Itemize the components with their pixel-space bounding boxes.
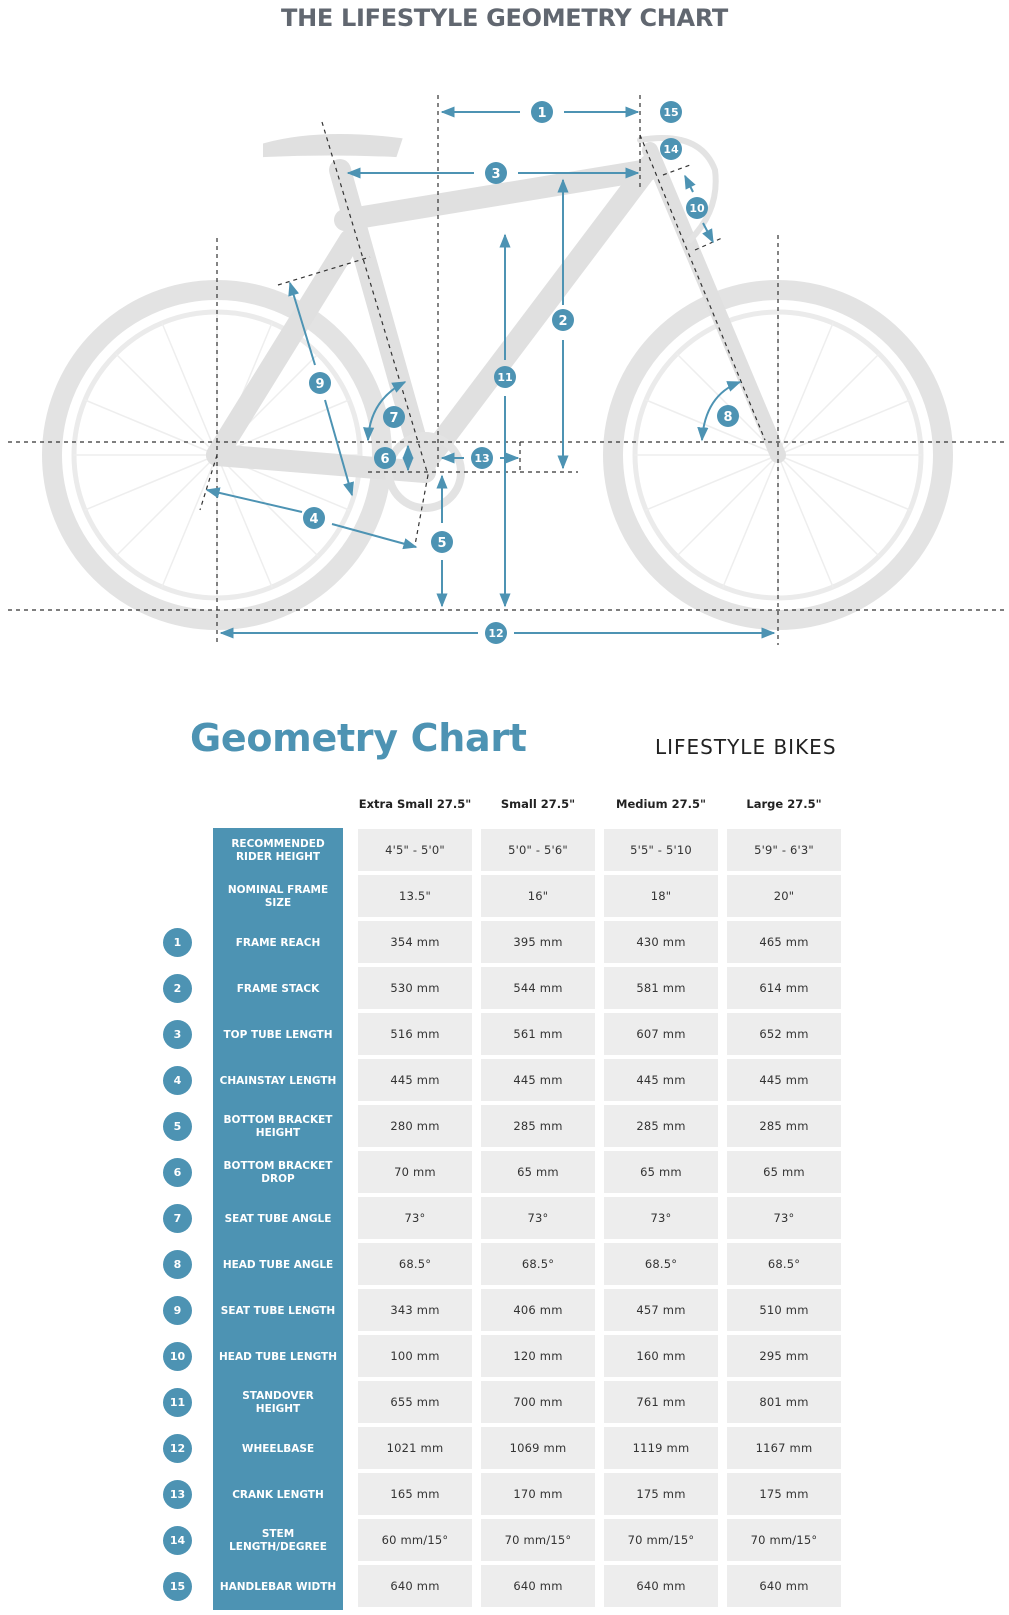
marker-13 (471, 447, 493, 469)
row-label: CRANK LENGTH (232, 1488, 324, 1501)
table-cell: 640 mm (727, 1565, 841, 1607)
table-cell: 5'9" - 6'3" (727, 829, 841, 871)
marker-5 (431, 531, 453, 553)
table-cell: 607 mm (604, 1013, 718, 1055)
table-cell: 13.5" (358, 875, 472, 917)
table-cell: 285 mm (727, 1105, 841, 1147)
table-cell: 20" (727, 875, 841, 917)
table-row (0, 1059, 1009, 1103)
geometry-chart-title: Geometry Chart (190, 716, 527, 760)
row-label: HEAD TUBE LENGTH (219, 1350, 338, 1363)
table-row (0, 1565, 1009, 1609)
table-cell: 445 mm (481, 1059, 595, 1101)
table-cell: 285 mm (604, 1105, 718, 1147)
svg-text:4: 4 (309, 512, 319, 527)
table-cell: 652 mm (727, 1013, 841, 1055)
table-cell: 445 mm (727, 1059, 841, 1101)
table-cell: 395 mm (481, 921, 595, 963)
table-cell: 614 mm (727, 967, 841, 1009)
marker-15 (660, 101, 682, 123)
table-cell: 544 mm (481, 967, 595, 1009)
row-number-badge: 12 (163, 1434, 192, 1463)
table-row (0, 1243, 1009, 1287)
table-cell: 16" (481, 875, 595, 917)
table-cell: 457 mm (604, 1289, 718, 1331)
svg-text:7: 7 (389, 411, 399, 426)
column-header-small: Small 27.5" (500, 797, 576, 811)
table-row (0, 1013, 1009, 1057)
table-cell: 73° (481, 1197, 595, 1239)
marker-14 (660, 138, 682, 160)
bike-geometry-diagram (0, 40, 1009, 680)
table-cell: 280 mm (358, 1105, 472, 1147)
column-header-medium: Medium 27.5" (616, 797, 706, 811)
table-cell: 60 mm/15° (358, 1519, 472, 1561)
table-row (0, 1519, 1009, 1563)
marker-7 (383, 406, 405, 428)
table-cell: 640 mm (481, 1565, 595, 1607)
svg-text:10: 10 (689, 202, 705, 215)
row-number-badge: 13 (163, 1480, 192, 1509)
svg-text:5: 5 (437, 536, 447, 551)
row-number-badge: 4 (163, 1066, 192, 1095)
row-label: HEAD TUBE ANGLE (222, 1258, 334, 1271)
table-cell: 18" (604, 875, 718, 917)
table-cell: 1021 mm (358, 1427, 472, 1469)
table-cell: 65 mm (727, 1151, 841, 1193)
marker-4 (303, 507, 325, 529)
row-number-badge: 2 (163, 974, 192, 1003)
row-number-badge: 6 (163, 1158, 192, 1187)
row-label: SEAT TUBE ANGLE (224, 1212, 332, 1225)
table-row (0, 1473, 1009, 1517)
svg-text:15: 15 (663, 106, 679, 119)
row-number-badge: 7 (163, 1204, 192, 1233)
column-header-extra-small: Extra Small 27.5" (358, 797, 472, 811)
svg-text:3: 3 (491, 167, 501, 182)
marker-2 (552, 309, 574, 331)
table-cell: 655 mm (358, 1381, 472, 1423)
table-row (0, 1335, 1009, 1379)
table-cell: 70 mm/15° (727, 1519, 841, 1561)
row-label: FRAME REACH (235, 936, 321, 949)
table-cell: 700 mm (481, 1381, 595, 1423)
row-number-badge: 1 (163, 928, 192, 957)
svg-text:2: 2 (558, 314, 568, 329)
table-cell: 5'5" - 5'10 (604, 829, 718, 871)
table-cell: 70 mm/15° (604, 1519, 718, 1561)
table-cell: 285 mm (481, 1105, 595, 1147)
marker-12 (485, 622, 507, 644)
page-title: THE LIFESTYLE GEOMETRY CHART (281, 4, 728, 32)
table-cell: 561 mm (481, 1013, 595, 1055)
svg-text:14: 14 (663, 143, 679, 156)
row-label: FRAME STACK (236, 982, 320, 995)
table-cell: 4'5" - 5'0" (358, 829, 472, 871)
row-label: TOP TUBE LENGTH (223, 1028, 333, 1041)
table-cell: 581 mm (604, 967, 718, 1009)
marker-1 (531, 101, 553, 123)
row-number-badge: 5 (163, 1112, 192, 1141)
table-cell: 165 mm (358, 1473, 472, 1515)
table-cell: 73° (604, 1197, 718, 1239)
row-number-badge: 8 (163, 1250, 192, 1279)
row-label: HANDLEBAR WIDTH (219, 1580, 337, 1593)
table-row (0, 1197, 1009, 1241)
svg-text:11: 11 (497, 371, 513, 384)
table-cell: 100 mm (358, 1335, 472, 1377)
row-label: BOTTOM BRACKET HEIGHT (223, 1114, 333, 1139)
svg-text:6: 6 (380, 452, 390, 467)
table-row (0, 1427, 1009, 1471)
table-cell: 354 mm (358, 921, 472, 963)
row-label: BOTTOM BRACKET DROP (223, 1160, 333, 1185)
table-cell: 516 mm (358, 1013, 472, 1055)
table-cell: 5'0" - 5'6" (481, 829, 595, 871)
table-cell: 1167 mm (727, 1427, 841, 1469)
table-cell: 406 mm (481, 1289, 595, 1331)
marker-8 (717, 405, 739, 427)
marker-3 (485, 162, 507, 184)
row-label: NOMINAL FRAME SIZE (227, 884, 329, 909)
arrow-10-up (685, 176, 693, 192)
table-cell: 175 mm (604, 1473, 718, 1515)
table-cell: 68.5° (481, 1243, 595, 1285)
table-cell: 530 mm (358, 967, 472, 1009)
table-cell: 801 mm (727, 1381, 841, 1423)
row-label: STEM LENGTH/DEGREE (229, 1528, 327, 1553)
svg-text:13: 13 (474, 452, 490, 465)
svg-text:8: 8 (723, 410, 733, 425)
table-cell: 73° (727, 1197, 841, 1239)
row-number-badge: 10 (163, 1342, 192, 1371)
row-label: SEAT TUBE LENGTH (220, 1304, 336, 1317)
table-row (0, 921, 1009, 965)
table-cell: 465 mm (727, 921, 841, 963)
row-label: RECOMMENDED RIDER HEIGHT (231, 838, 325, 863)
table-cell: 1069 mm (481, 1427, 595, 1469)
arrow-9-down (325, 400, 352, 495)
table-cell: 120 mm (481, 1335, 595, 1377)
row-number-badge: 3 (163, 1020, 192, 1049)
column-header-large: Large 27.5" (746, 797, 822, 811)
table-cell: 170 mm (481, 1473, 595, 1515)
svg-text:12: 12 (488, 627, 504, 640)
table-cell: 70 mm (358, 1151, 472, 1193)
table-cell: 343 mm (358, 1289, 472, 1331)
marker-11 (494, 366, 516, 388)
table-cell: 68.5° (727, 1243, 841, 1285)
table-cell: 65 mm (481, 1151, 595, 1193)
row-number-badge: 14 (163, 1526, 192, 1555)
table-cell: 70 mm/15° (481, 1519, 595, 1561)
table-row (0, 1289, 1009, 1333)
row-number-badge: 11 (163, 1388, 192, 1417)
table-row (0, 875, 1009, 919)
table-cell: 73° (358, 1197, 472, 1239)
table-row (0, 967, 1009, 1011)
arrow-10-down (703, 223, 713, 242)
row-number-badge: 9 (163, 1296, 192, 1325)
table-cell: 510 mm (727, 1289, 841, 1331)
marker-10 (686, 197, 708, 219)
svg-text:9: 9 (315, 377, 325, 392)
table-cell: 160 mm (604, 1335, 718, 1377)
row-label: WHEELBASE (241, 1442, 315, 1455)
table-row (0, 1381, 1009, 1425)
row-label: STANDOVER HEIGHT (242, 1390, 314, 1415)
table-cell: 640 mm (358, 1565, 472, 1607)
table-cell: 65 mm (604, 1151, 718, 1193)
table-cell: 175 mm (727, 1473, 841, 1515)
saddle (265, 136, 400, 155)
table-cell: 68.5° (604, 1243, 718, 1285)
marker-6 (374, 447, 396, 469)
row-number-badge: 15 (163, 1572, 192, 1601)
table-row (0, 1151, 1009, 1195)
table-cell: 445 mm (358, 1059, 472, 1101)
svg-text:1: 1 (537, 106, 547, 121)
table-cell: 295 mm (727, 1335, 841, 1377)
row-label: CHAINSTAY LENGTH (219, 1074, 337, 1087)
table-row (0, 829, 1009, 873)
marker-9 (309, 372, 331, 394)
table-cell: 68.5° (358, 1243, 472, 1285)
table-cell: 761 mm (604, 1381, 718, 1423)
table-row (0, 1105, 1009, 1149)
geometry-chart-subtitle: LIFESTYLE BIKES (655, 735, 837, 759)
table-cell: 430 mm (604, 921, 718, 963)
table-cell: 1119 mm (604, 1427, 718, 1469)
table-cell: 445 mm (604, 1059, 718, 1101)
table-cell: 640 mm (604, 1565, 718, 1607)
